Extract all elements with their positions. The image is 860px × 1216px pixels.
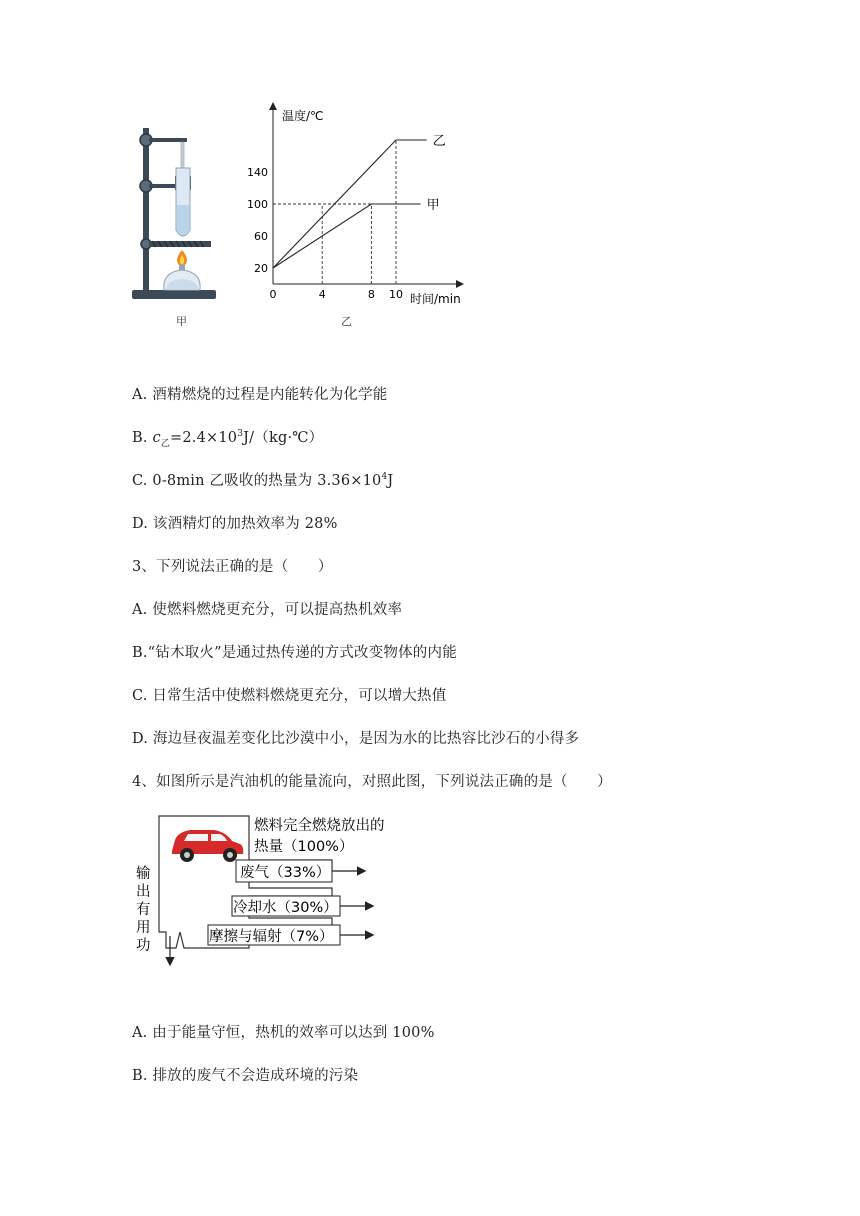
q2-option-b-unit: J/（kg·℃） [243,430,324,446]
y-tick-label: 60 [254,230,268,243]
series-label-yi: 乙 [432,134,446,149]
q2-option-b [132,426,323,449]
q3-option-a: A. 使燃料燃烧更充分，可以提高热机效率 [132,602,403,618]
svg-text:用: 用 [136,920,151,936]
exhaust-label: 废气（33%） [240,865,331,881]
q2-option-d: D. 该酒精灯的加热效率为 28% [132,516,338,532]
q2-option-b-subscript: 乙 [160,438,171,449]
q4-option-b: B. 排放的废气不会造成环境的污染 [132,1068,359,1084]
q2-option-b-symbol: c [152,430,161,446]
x-tick-label: 4 [318,288,326,301]
q3-option-b: B.“钻木取火”是通过热传递的方式改变物体的内能 [132,645,457,661]
svg-text:功: 功 [136,938,151,954]
graph-caption: 乙 [341,315,352,328]
x-tick-label: 8 [367,288,375,301]
q3-option-c: C. 日常生活中使燃料燃烧更充分，可以增大热值 [132,688,447,704]
y-tick-label: 20 [254,262,268,275]
q3-option-d: D. 海边昼夜温差变化比沙漠中小，是因为水的比热容比沙石的小得多 [132,731,580,747]
fuel-energy-label-line1: 燃料完全燃烧放出的 [254,818,385,834]
x-tick-label: 0 [269,288,277,301]
q2-option-b-value: =2.4×10 [170,430,238,446]
heating-apparatus-illustration [128,120,228,305]
svg-text:出: 出 [136,884,151,900]
y-tick-label: 140 [247,166,268,179]
q2-option-c-unit: J [387,473,394,489]
coolant-label: 冷却水（30%） [233,900,338,916]
q2-option-c-text: C. 0-8min 乙吸收的热量为 3.36×10 [132,473,382,489]
q4-option-a: A. 由于能量守恒，热机的效率可以达到 100% [132,1025,435,1041]
apparatus-caption: 甲 [176,315,187,328]
q2-option-c [132,469,393,490]
temperature-time-graph [240,96,480,311]
useful-work-label [136,865,151,954]
energy-flow-diagram [132,808,432,973]
fuel-energy-label-line2: 热量（100%） [254,839,354,855]
x-tick-label: 10 [389,288,403,301]
q4-stem: 4、如图所示是汽油机的能量流向，对照此图，下列说法正确的是（ ） [132,774,612,790]
q2-option-a: A. 酒精燃烧的过程是内能转化为化学能 [132,387,388,403]
car-icon [172,830,243,862]
svg-text:有: 有 [136,902,151,918]
friction-label: 摩擦与辐射（7%） [209,929,334,945]
q2-option-b-prefix: B. [132,430,153,446]
svg-text:输: 输 [136,866,151,882]
y-axis-label: 温度/℃ [282,109,324,123]
series-label-jia: 甲 [426,198,440,213]
series-line-jia [273,204,421,268]
q3-stem: 3、下列说法正确的是（ ） [132,559,333,575]
x-axis-label: 时间/min [410,292,461,306]
q2-option-c-exponent: 4 [381,472,388,483]
y-tick-label: 100 [247,198,268,211]
q2-option-b-exponent: 3 [237,429,244,440]
